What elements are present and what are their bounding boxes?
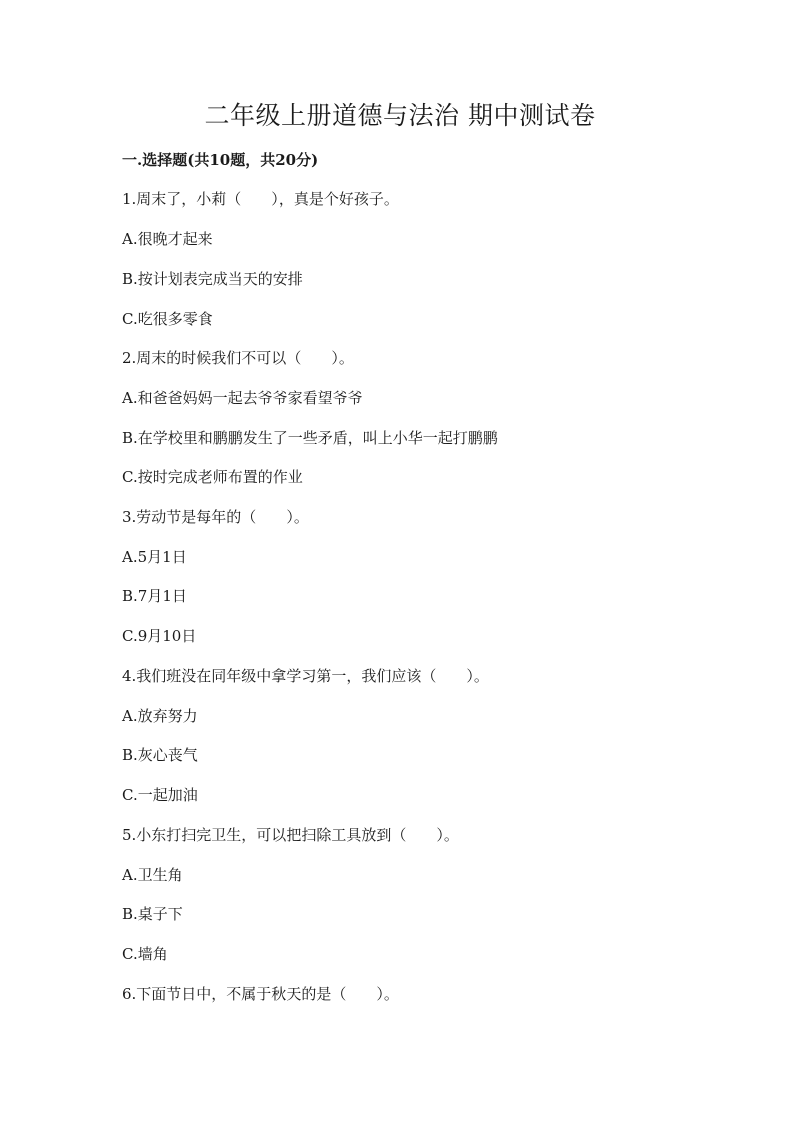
question-1-option-b: B.按计划表完成当天的安排	[122, 270, 303, 288]
question-5-option-a: A.卫生角	[122, 866, 183, 884]
question-3-option-a: A.5月1日	[122, 548, 187, 566]
question-4-option-b: B.灰心丧气	[122, 746, 198, 764]
question-1-stem: 1.周末了，小莉（ ），真是个好孩子。	[122, 190, 399, 208]
question-2-option-c: C.按时完成老师布置的作业	[122, 468, 303, 486]
question-3-stem: 3.劳动节是每年的（ ）。	[122, 508, 309, 526]
question-6-stem: 6.下面节日中，不属于秋天的是（ ）。	[122, 985, 399, 1003]
question-1-option-c: C.吃很多零食	[122, 310, 213, 328]
question-5-option-b: B.桌子下	[122, 905, 183, 923]
question-1-option-a: A.很晚才起来	[122, 230, 213, 248]
section-heading: 一.选择题(共10题，共20分)	[122, 151, 319, 169]
question-4-stem: 4.我们班没在同年级中拿学习第一，我们应该（ ）。	[122, 667, 489, 685]
question-2-option-b: B.在学校里和鹏鹏发生了一些矛盾，叫上小华一起打鹏鹏	[122, 429, 498, 447]
page-title: 二年级上册道德与法治 期中测试卷	[204, 101, 596, 130]
question-2-option-a: A.和爸爸妈妈一起去爷爷家看望爷爷	[122, 389, 363, 407]
question-5-stem: 5.小东打扫完卫生，可以把扫除工具放到（ ）。	[122, 826, 459, 844]
question-5-option-c: C.墙角	[122, 945, 168, 963]
question-4-option-c: C.一起加油	[122, 786, 198, 804]
question-3-option-b: B.7月1日	[122, 587, 187, 605]
question-3-option-c: C.9月10日	[122, 627, 197, 645]
question-2-stem: 2.周末的时候我们不可以（ ）。	[122, 349, 354, 367]
question-4-option-a: A.放弃努力	[122, 707, 198, 725]
